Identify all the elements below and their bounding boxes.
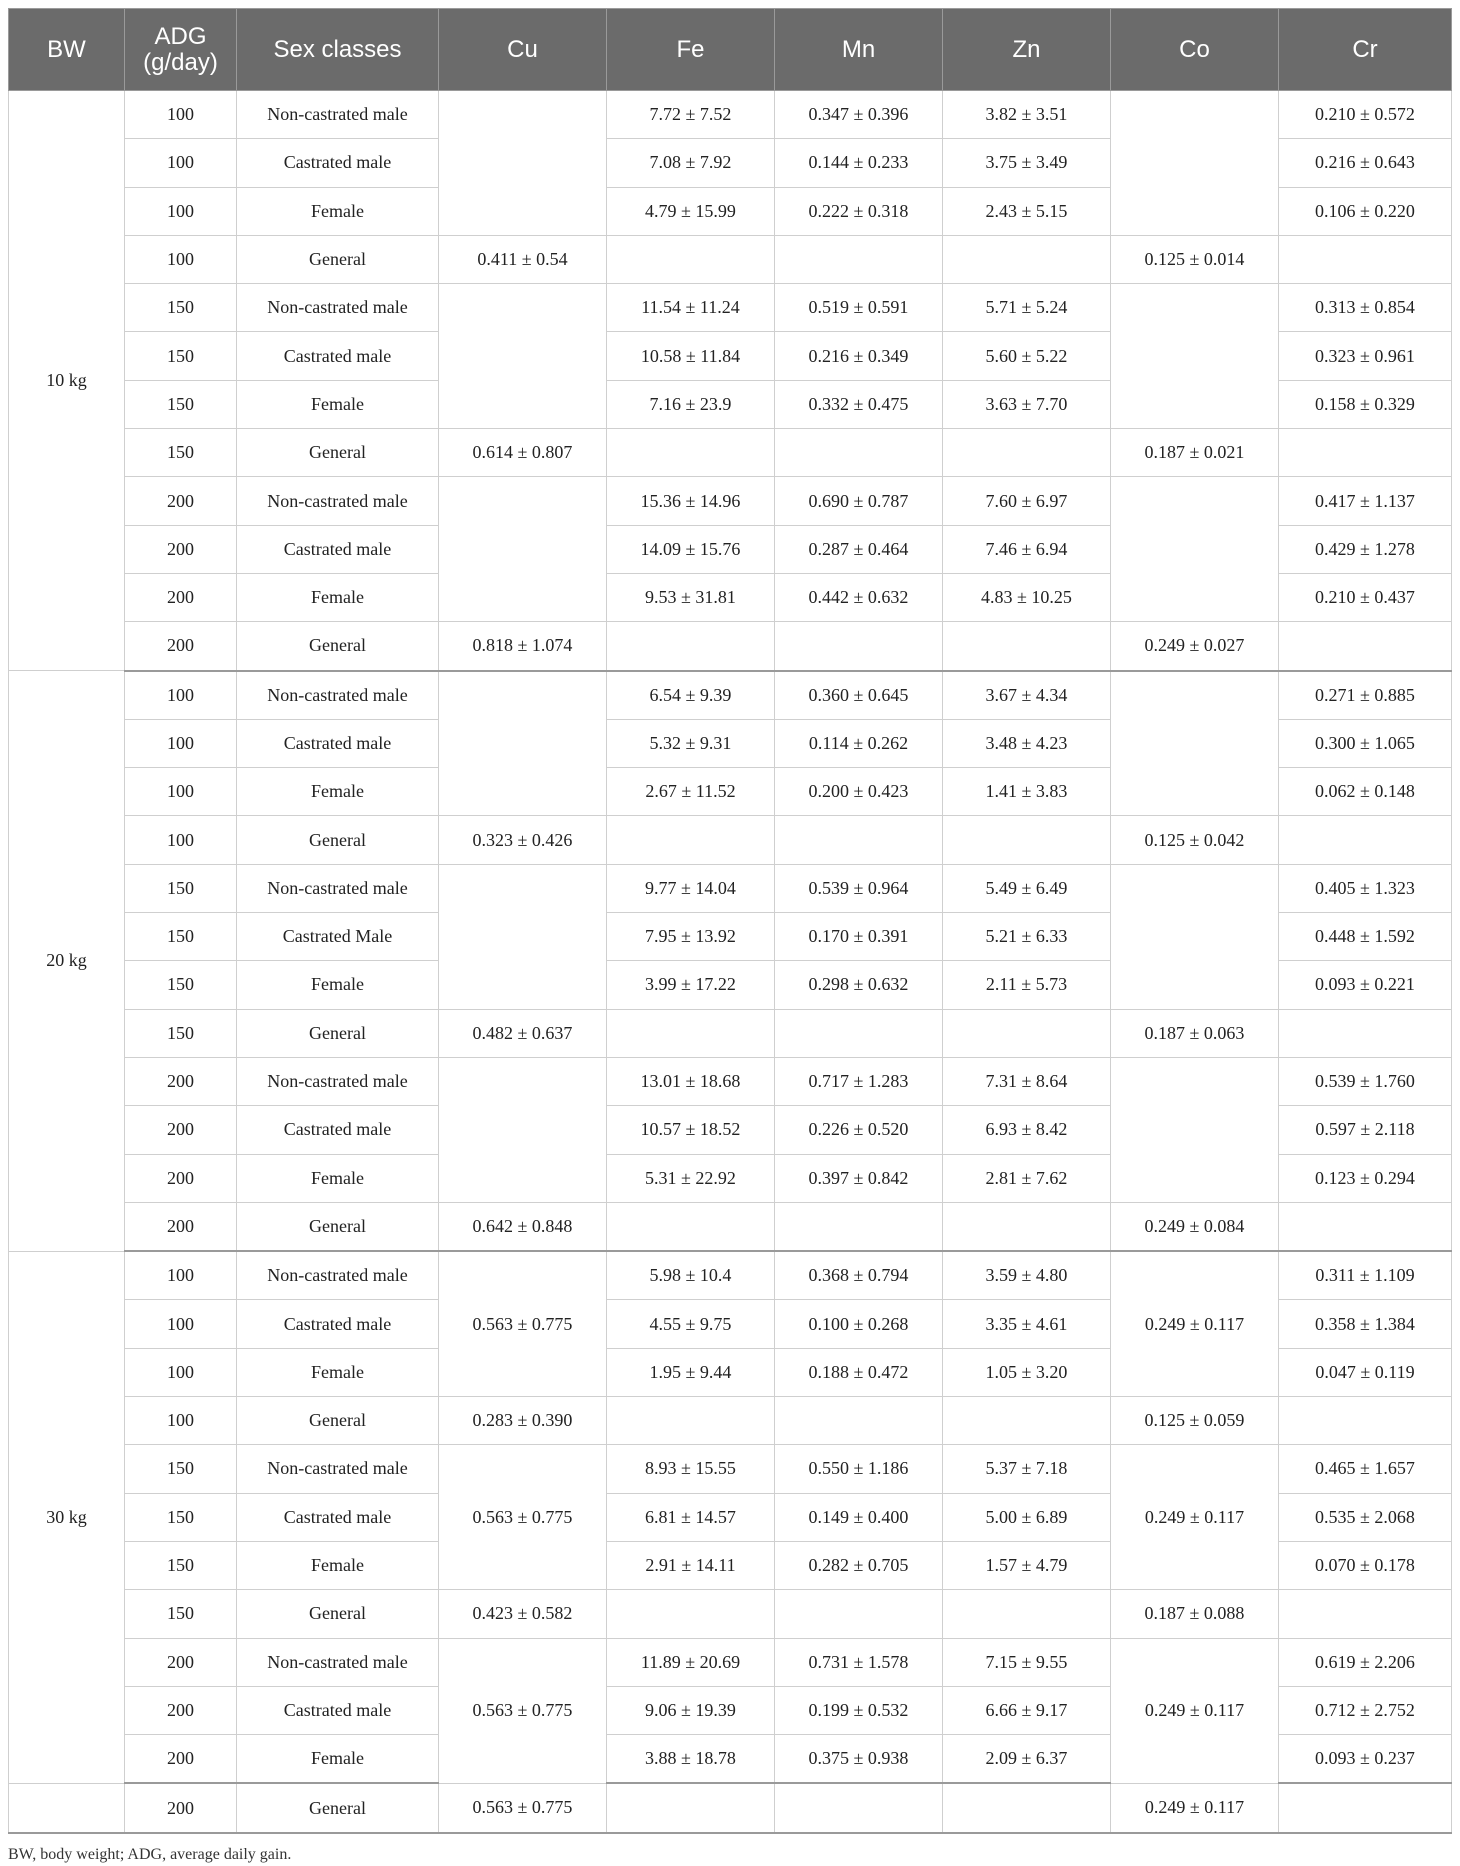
zn-cell: 3.63 ± 7.70 (943, 380, 1111, 428)
sex-class-cell: Castrated male (237, 1300, 439, 1348)
zn-cell (943, 235, 1111, 283)
zn-cell: 5.00 ± 6.89 (943, 1493, 1111, 1541)
cr-cell: 0.210 ± 0.572 (1279, 91, 1452, 139)
mn-cell (775, 1783, 943, 1832)
mn-cell: 0.170 ± 0.391 (775, 913, 943, 961)
sex-class-cell: General (237, 235, 439, 283)
mn-cell: 0.114 ± 0.262 (775, 719, 943, 767)
mn-cell: 0.287 ± 0.464 (775, 525, 943, 573)
header-zn: Zn (943, 9, 1111, 91)
fe-cell (607, 1202, 775, 1251)
mn-cell: 0.360 ± 0.645 (775, 671, 943, 720)
co-cell: 0.125 ± 0.014 (1111, 235, 1279, 283)
zn-cell: 3.67 ± 4.34 (943, 671, 1111, 720)
cu-cell: 0.563 ± 0.775 (439, 1783, 607, 1832)
adg-cell: 200 (125, 1686, 237, 1734)
sex-class-cell: Castrated Male (237, 913, 439, 961)
adg-cell: 150 (125, 913, 237, 961)
sex-class-cell: Castrated male (237, 332, 439, 380)
co-cell: 0.187 ± 0.021 (1111, 429, 1279, 477)
sex-class-cell: General (237, 816, 439, 864)
adg-cell: 100 (125, 768, 237, 816)
mn-cell: 0.216 ± 0.349 (775, 332, 943, 380)
sex-class-cell: General (237, 1202, 439, 1251)
header-row (9, 9, 1452, 91)
fe-cell: 11.54 ± 11.24 (607, 284, 775, 332)
co-cell: 0.187 ± 0.088 (1111, 1590, 1279, 1638)
zn-cell (943, 429, 1111, 477)
adg-cell: 200 (125, 1202, 237, 1251)
table-footnote: BW, body weight; ADG, average daily gain. (8, 1845, 292, 1863)
zn-cell: 3.75 ± 3.49 (943, 139, 1111, 187)
zn-cell: 6.93 ± 8.42 (943, 1106, 1111, 1154)
adg-cell: 150 (125, 1009, 237, 1057)
header-co: Co (1111, 9, 1279, 91)
fe-cell (607, 816, 775, 864)
zn-cell: 7.46 ± 6.94 (943, 525, 1111, 573)
zn-cell (943, 1009, 1111, 1057)
mn-cell (775, 1590, 943, 1638)
cu-cell (439, 91, 607, 236)
cu-cell (439, 864, 607, 1009)
mn-cell: 0.550 ± 1.186 (775, 1445, 943, 1493)
adg-cell: 100 (125, 1300, 237, 1348)
fe-cell: 3.99 ± 17.22 (607, 961, 775, 1009)
cr-cell: 0.597 ± 2.118 (1279, 1106, 1452, 1154)
cr-cell: 0.093 ± 0.221 (1279, 961, 1452, 1009)
co-cell: 0.249 ± 0.027 (1111, 622, 1279, 671)
cr-cell: 0.311 ± 1.109 (1279, 1251, 1452, 1300)
mn-cell: 0.539 ± 0.964 (775, 864, 943, 912)
sex-class-cell: General (237, 429, 439, 477)
cu-cell: 0.563 ± 0.775 (439, 1445, 607, 1590)
mn-cell: 0.298 ± 0.632 (775, 961, 943, 1009)
fe-cell: 9.06 ± 19.39 (607, 1686, 775, 1734)
mn-cell: 0.368 ± 0.794 (775, 1251, 943, 1300)
fe-cell (607, 622, 775, 671)
cr-cell: 0.271 ± 0.885 (1279, 671, 1452, 720)
fe-cell: 7.16 ± 23.9 (607, 380, 775, 428)
cr-cell: 0.216 ± 0.643 (1279, 139, 1452, 187)
table-row (9, 671, 1452, 720)
fe-cell: 4.55 ± 9.75 (607, 1300, 775, 1348)
cu-cell: 0.563 ± 0.775 (439, 1638, 607, 1783)
mn-cell: 0.375 ± 0.938 (775, 1735, 943, 1784)
table-row (9, 1445, 1452, 1493)
sex-class-cell: Castrated male (237, 139, 439, 187)
mn-cell (775, 1202, 943, 1251)
cr-cell: 0.047 ± 0.119 (1279, 1348, 1452, 1396)
cr-cell: 0.535 ± 2.068 (1279, 1493, 1452, 1541)
sex-class-cell: Non-castrated male (237, 864, 439, 912)
sex-class-cell: Female (237, 961, 439, 1009)
zn-cell: 3.59 ± 4.80 (943, 1251, 1111, 1300)
zn-cell: 5.60 ± 5.22 (943, 332, 1111, 380)
sex-class-cell: Non-castrated male (237, 91, 439, 139)
header-mn: Mn (775, 9, 943, 91)
cr-cell (1279, 622, 1452, 671)
mn-cell: 0.199 ± 0.532 (775, 1686, 943, 1734)
co-cell: 0.249 ± 0.117 (1111, 1638, 1279, 1783)
sex-class-cell: Female (237, 768, 439, 816)
mn-cell: 0.442 ± 0.632 (775, 573, 943, 621)
fe-cell: 1.95 ± 9.44 (607, 1348, 775, 1396)
mn-cell (775, 235, 943, 283)
adg-cell: 150 (125, 1493, 237, 1541)
adg-cell: 200 (125, 1735, 237, 1784)
adg-cell: 100 (125, 719, 237, 767)
sex-class-cell: General (237, 1397, 439, 1445)
fe-cell: 10.58 ± 11.84 (607, 332, 775, 380)
fe-cell: 3.88 ± 18.78 (607, 1735, 775, 1784)
cr-cell: 0.405 ± 1.323 (1279, 864, 1452, 912)
mn-cell (775, 816, 943, 864)
table-row (9, 1202, 1452, 1251)
cr-cell: 0.210 ± 0.437 (1279, 573, 1452, 621)
cu-cell (439, 1057, 607, 1202)
adg-cell: 150 (125, 1541, 237, 1589)
fe-cell (607, 1590, 775, 1638)
cr-cell: 0.539 ± 1.760 (1279, 1057, 1452, 1105)
mn-cell: 0.347 ± 0.396 (775, 91, 943, 139)
cr-cell (1279, 1590, 1452, 1638)
mn-cell: 0.332 ± 0.475 (775, 380, 943, 428)
sex-class-cell: Non-castrated male (237, 671, 439, 720)
sex-class-cell: General (237, 622, 439, 671)
table-row (9, 1397, 1452, 1445)
zn-cell (943, 622, 1111, 671)
cr-cell: 0.619 ± 2.206 (1279, 1638, 1452, 1686)
cu-cell: 0.482 ± 0.637 (439, 1009, 607, 1057)
adg-cell: 100 (125, 1348, 237, 1396)
co-cell (1111, 284, 1279, 429)
mn-cell: 0.226 ± 0.520 (775, 1106, 943, 1154)
zn-cell: 5.21 ± 6.33 (943, 913, 1111, 961)
zn-cell (943, 816, 1111, 864)
mn-cell: 0.200 ± 0.423 (775, 768, 943, 816)
adg-cell: 200 (125, 1638, 237, 1686)
fe-cell (607, 235, 775, 283)
sex-class-cell: Castrated male (237, 719, 439, 767)
zn-cell: 1.41 ± 3.83 (943, 768, 1111, 816)
cu-cell: 0.563 ± 0.775 (439, 1251, 607, 1396)
mn-cell (775, 622, 943, 671)
adg-cell: 100 (125, 1251, 237, 1300)
cu-cell (439, 671, 607, 816)
zn-cell (943, 1202, 1111, 1251)
adg-cell: 150 (125, 380, 237, 428)
fe-cell: 10.57 ± 18.52 (607, 1106, 775, 1154)
zn-cell: 1.05 ± 3.20 (943, 1348, 1111, 1396)
zn-cell: 5.37 ± 7.18 (943, 1445, 1111, 1493)
adg-cell: 200 (125, 1106, 237, 1154)
zn-cell: 2.09 ± 6.37 (943, 1735, 1111, 1784)
adg-cell: 200 (125, 477, 237, 525)
cu-cell (439, 477, 607, 622)
fe-cell: 9.53 ± 31.81 (607, 573, 775, 621)
zn-cell: 7.60 ± 6.97 (943, 477, 1111, 525)
table-row (9, 1251, 1452, 1300)
sex-class-cell: Castrated male (237, 525, 439, 573)
co-cell (1111, 864, 1279, 1009)
adg-cell: 150 (125, 961, 237, 1009)
cr-cell: 0.106 ± 0.220 (1279, 187, 1452, 235)
adg-cell: 100 (125, 235, 237, 283)
adg-cell: 150 (125, 429, 237, 477)
table-row (9, 1057, 1452, 1105)
mn-cell: 0.717 ± 1.283 (775, 1057, 943, 1105)
cr-cell: 0.313 ± 0.854 (1279, 284, 1452, 332)
zn-cell: 2.81 ± 7.62 (943, 1154, 1111, 1202)
co-cell: 0.249 ± 0.117 (1111, 1783, 1279, 1832)
cr-cell (1279, 1397, 1452, 1445)
mn-cell: 0.282 ± 0.705 (775, 1541, 943, 1589)
co-cell: 0.125 ± 0.059 (1111, 1397, 1279, 1445)
sex-class-cell: Non-castrated male (237, 1057, 439, 1105)
fe-cell: 4.79 ± 15.99 (607, 187, 775, 235)
bw-cell: 20 kg (9, 671, 125, 1252)
cr-cell: 0.358 ± 1.384 (1279, 1300, 1452, 1348)
cr-cell: 0.323 ± 0.961 (1279, 332, 1452, 380)
zn-cell: 5.49 ± 6.49 (943, 864, 1111, 912)
fe-cell: 7.95 ± 13.92 (607, 913, 775, 961)
adg-cell: 100 (125, 1397, 237, 1445)
fe-cell: 2.91 ± 14.11 (607, 1541, 775, 1589)
sex-class-cell: Castrated male (237, 1106, 439, 1154)
cr-cell (1279, 429, 1452, 477)
table-row (9, 1590, 1452, 1638)
header-bw: BW (9, 9, 125, 91)
cr-cell: 0.712 ± 2.752 (1279, 1686, 1452, 1734)
mn-cell (775, 1397, 943, 1445)
zn-cell: 5.71 ± 5.24 (943, 284, 1111, 332)
mn-cell: 0.519 ± 0.591 (775, 284, 943, 332)
zn-cell: 6.66 ± 9.17 (943, 1686, 1111, 1734)
adg-cell: 100 (125, 816, 237, 864)
header-adg (125, 9, 237, 91)
zn-cell (943, 1783, 1111, 1832)
table-row (9, 1783, 1452, 1832)
sex-class-cell: Female (237, 187, 439, 235)
co-cell (1111, 477, 1279, 622)
table-container (8, 8, 1451, 1864)
mn-cell: 0.100 ± 0.268 (775, 1300, 943, 1348)
adg-cell: 150 (125, 284, 237, 332)
table-row (9, 816, 1452, 864)
fe-cell: 15.36 ± 14.96 (607, 477, 775, 525)
sex-class-cell: Castrated male (237, 1493, 439, 1541)
table-row (9, 622, 1452, 671)
cu-cell: 0.818 ± 1.074 (439, 622, 607, 671)
table-row (9, 284, 1452, 332)
mn-cell (775, 1009, 943, 1057)
cr-cell: 0.465 ± 1.657 (1279, 1445, 1452, 1493)
fe-cell: 8.93 ± 15.55 (607, 1445, 775, 1493)
fe-cell (607, 1009, 775, 1057)
adg-cell: 150 (125, 1445, 237, 1493)
cr-cell: 0.158 ± 0.329 (1279, 380, 1452, 428)
fe-cell: 6.54 ± 9.39 (607, 671, 775, 720)
mn-cell: 0.222 ± 0.318 (775, 187, 943, 235)
bw-cell: 10 kg (9, 91, 125, 671)
cr-cell (1279, 1202, 1452, 1251)
cr-cell (1279, 1783, 1452, 1832)
cu-cell: 0.323 ± 0.426 (439, 816, 607, 864)
cr-cell: 0.093 ± 0.237 (1279, 1735, 1452, 1784)
co-cell (1111, 91, 1279, 236)
fe-cell: 6.81 ± 14.57 (607, 1493, 775, 1541)
co-cell: 0.187 ± 0.063 (1111, 1009, 1279, 1057)
co-cell: 0.249 ± 0.084 (1111, 1202, 1279, 1251)
fe-cell: 2.67 ± 11.52 (607, 768, 775, 816)
mineral-requirements-table (8, 8, 1452, 1834)
table-row (9, 235, 1452, 283)
header-cu: Cu (439, 9, 607, 91)
cr-cell: 0.062 ± 0.148 (1279, 768, 1452, 816)
co-cell: 0.125 ± 0.042 (1111, 816, 1279, 864)
sex-class-cell: Female (237, 1348, 439, 1396)
fe-cell: 11.89 ± 20.69 (607, 1638, 775, 1686)
sex-class-cell: Female (237, 1541, 439, 1589)
mn-cell: 0.397 ± 0.842 (775, 1154, 943, 1202)
co-cell: 0.249 ± 0.117 (1111, 1251, 1279, 1396)
sex-class-cell: General (237, 1783, 439, 1832)
mn-cell: 0.731 ± 1.578 (775, 1638, 943, 1686)
cr-cell (1279, 235, 1452, 283)
fe-cell: 5.32 ± 9.31 (607, 719, 775, 767)
fe-cell: 7.72 ± 7.52 (607, 91, 775, 139)
table-row (9, 429, 1452, 477)
zn-cell: 3.35 ± 4.61 (943, 1300, 1111, 1348)
header-sex-classes: Sex classes (237, 9, 439, 91)
cu-cell: 0.642 ± 0.848 (439, 1202, 607, 1251)
zn-cell: 4.83 ± 10.25 (943, 573, 1111, 621)
cr-cell: 0.417 ± 1.137 (1279, 477, 1452, 525)
adg-cell: 200 (125, 1783, 237, 1832)
fe-cell: 9.77 ± 14.04 (607, 864, 775, 912)
table-row (9, 1638, 1452, 1686)
header-adg-label: ADG (g/day) (143, 22, 218, 76)
cu-cell: 0.614 ± 0.807 (439, 429, 607, 477)
header-cr: Cr (1279, 9, 1452, 91)
sex-class-cell: Female (237, 1735, 439, 1784)
sex-class-cell: Female (237, 573, 439, 621)
adg-cell: 100 (125, 671, 237, 720)
cu-cell: 0.423 ± 0.582 (439, 1590, 607, 1638)
co-cell: 0.249 ± 0.117 (1111, 1445, 1279, 1590)
table-body (9, 91, 1452, 1833)
table-row (9, 477, 1452, 525)
cu-cell: 0.283 ± 0.390 (439, 1397, 607, 1445)
cr-cell: 0.300 ± 1.065 (1279, 719, 1452, 767)
mn-cell (775, 429, 943, 477)
sex-class-cell: Castrated male (237, 1686, 439, 1734)
sex-class-cell: Non-castrated male (237, 1445, 439, 1493)
adg-cell: 150 (125, 332, 237, 380)
cr-cell: 0.429 ± 1.278 (1279, 525, 1452, 573)
bw-cell (9, 1783, 125, 1832)
sex-class-cell: General (237, 1009, 439, 1057)
zn-cell: 2.11 ± 5.73 (943, 961, 1111, 1009)
table-row (9, 1009, 1452, 1057)
adg-cell: 150 (125, 1590, 237, 1638)
fe-cell: 13.01 ± 18.68 (607, 1057, 775, 1105)
cr-cell (1279, 816, 1452, 864)
fe-cell (607, 1397, 775, 1445)
zn-cell: 3.48 ± 4.23 (943, 719, 1111, 767)
sex-class-cell: Non-castrated male (237, 1638, 439, 1686)
adg-cell: 200 (125, 525, 237, 573)
mn-cell: 0.149 ± 0.400 (775, 1493, 943, 1541)
zn-cell: 3.82 ± 3.51 (943, 91, 1111, 139)
cu-cell (439, 284, 607, 429)
cu-cell: 0.411 ± 0.54 (439, 235, 607, 283)
adg-cell: 200 (125, 573, 237, 621)
adg-cell: 100 (125, 91, 237, 139)
fe-cell (607, 1783, 775, 1832)
adg-cell: 200 (125, 1154, 237, 1202)
table-row (9, 91, 1452, 139)
bw-cell: 30 kg (9, 1251, 125, 1783)
sex-class-cell: General (237, 1590, 439, 1638)
adg-cell: 150 (125, 864, 237, 912)
co-cell (1111, 671, 1279, 816)
fe-cell: 7.08 ± 7.92 (607, 139, 775, 187)
zn-cell: 7.31 ± 8.64 (943, 1057, 1111, 1105)
zn-cell: 7.15 ± 9.55 (943, 1638, 1111, 1686)
cr-cell: 0.070 ± 0.178 (1279, 1541, 1452, 1589)
fe-cell: 5.98 ± 10.4 (607, 1251, 775, 1300)
adg-cell: 200 (125, 622, 237, 671)
cr-cell: 0.123 ± 0.294 (1279, 1154, 1452, 1202)
sex-class-cell: Female (237, 380, 439, 428)
zn-cell: 1.57 ± 4.79 (943, 1541, 1111, 1589)
header-fe: Fe (607, 9, 775, 91)
adg-cell: 100 (125, 187, 237, 235)
mn-cell: 0.144 ± 0.233 (775, 139, 943, 187)
mn-cell: 0.690 ± 0.787 (775, 477, 943, 525)
sex-class-cell: Non-castrated male (237, 1251, 439, 1300)
sex-class-cell: Non-castrated male (237, 477, 439, 525)
sex-class-cell: Non-castrated male (237, 284, 439, 332)
adg-cell: 100 (125, 139, 237, 187)
co-cell (1111, 1057, 1279, 1202)
mn-cell: 0.188 ± 0.472 (775, 1348, 943, 1396)
zn-cell: 2.43 ± 5.15 (943, 187, 1111, 235)
zn-cell (943, 1397, 1111, 1445)
fe-cell: 14.09 ± 15.76 (607, 525, 775, 573)
fe-cell (607, 429, 775, 477)
zn-cell (943, 1590, 1111, 1638)
table-row (9, 864, 1452, 912)
fe-cell: 5.31 ± 22.92 (607, 1154, 775, 1202)
sex-class-cell: Female (237, 1154, 439, 1202)
adg-cell: 200 (125, 1057, 237, 1105)
cr-cell (1279, 1009, 1452, 1057)
cr-cell: 0.448 ± 1.592 (1279, 913, 1452, 961)
